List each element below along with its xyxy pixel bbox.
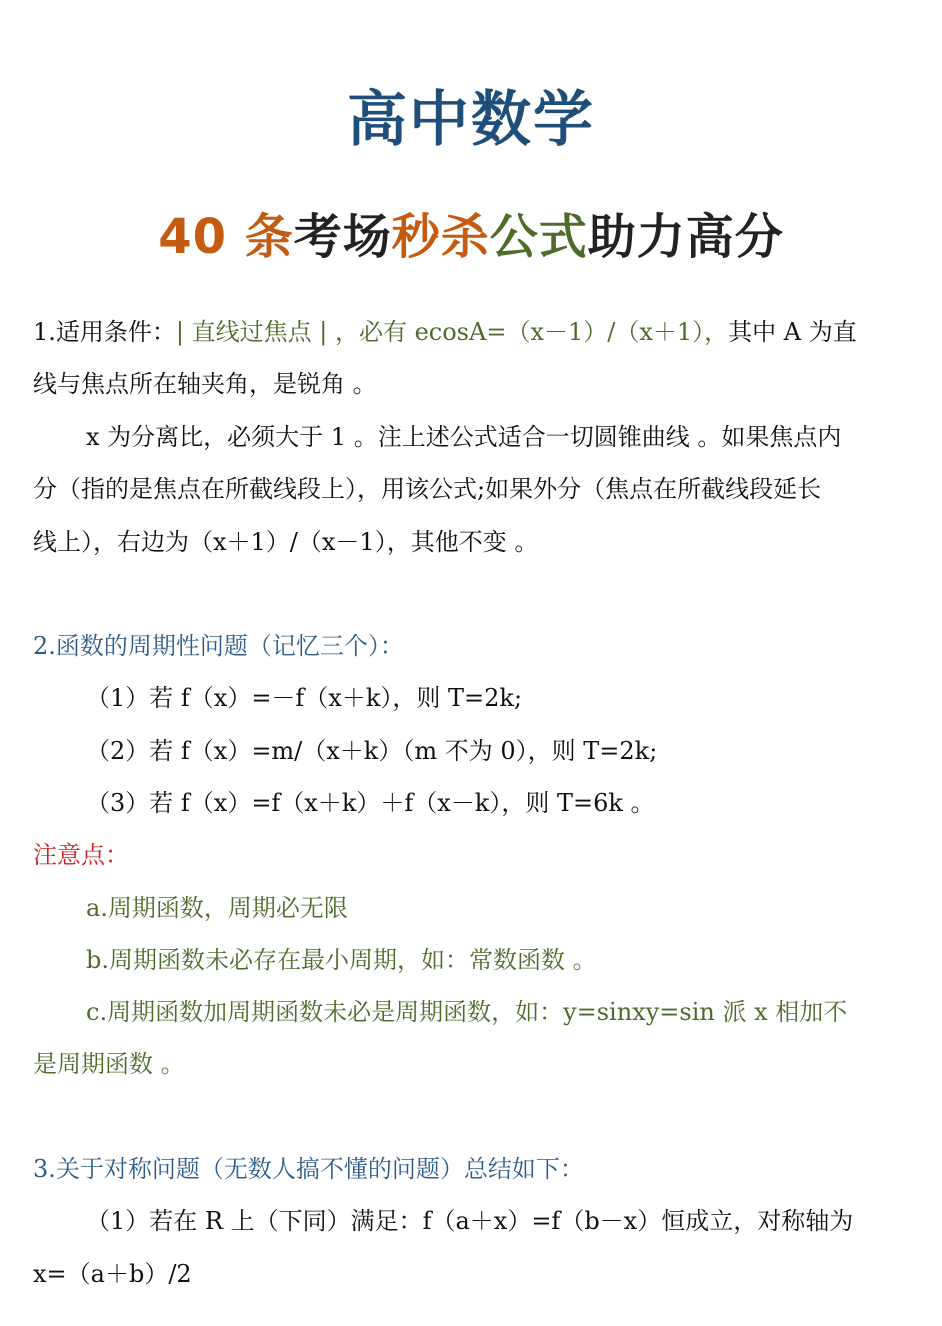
note-item: 是周期函数 。 [33,1050,185,1078]
note-heading: 注意点： [33,841,129,869]
page-subtitle [0,198,942,267]
section1-lead: 1.适用条件： [33,318,176,346]
note-item: a.周期函数，周期必无限 [86,894,348,922]
subtitle-formula: 公式 [489,209,588,265]
note-item: c.周期函数加周期函数未必是周期函数，如：y=sinxy=sin 派 x 相加不 [86,998,848,1026]
section1-line5: 线上），右边为（x＋1）/（x－1），其他不变 。 [33,528,539,556]
section3-heading: 3.关于对称问题（无数人搞不懂的问题）总结如下： [33,1155,584,1183]
section1-rest: 其中 A 为直 [728,318,857,346]
section3-line2: x=（a＋b）/2 [33,1260,192,1288]
note-item: b.周期函数未必存在最小周期，如：常数函数 。 [86,946,597,974]
section1-line2: 线与焦点所在轴夹角，是锐角 。 [33,370,377,398]
section2-item: （3）若 f（x）=f（x＋k）＋f（x－k），则 T=6k 。 [86,789,655,817]
section1-condition: | 直线过焦点 | ，必有 ecosA=（x－1）/（x＋1）， [175,318,729,346]
page-title: 高中数学 [347,85,595,155]
section2-item: （2）若 f（x）=m/（x＋k）（m 不为 0），则 T=2k; [86,737,658,765]
section2-item: （1）若 f（x）=－f（x＋k），则 T=2k; [86,684,523,712]
subtitle-exam: 考场 [293,209,392,265]
subtitle-count: 40 条 [158,209,294,265]
subtitle-instant: 秒杀 [391,209,490,265]
subtitle-boost: 助力高分 [587,209,784,265]
section2-heading: 2.函数的周期性问题（记忆三个）： [33,632,404,660]
section1-line3: x 为分离比，必须大于 1 。注上述公式适合一切圆锥曲线 。如果焦点内 [86,423,842,451]
section3-line1: （1）若在 R 上（下同）满足：f（a＋x）=f（b－x）恒成立，对称轴为 [86,1207,854,1235]
section1-line4: 分（指的是焦点在所截线段上），用该公式;如果外分（焦点在所截线段延长 [33,475,822,503]
section1-line1 [33,315,857,349]
